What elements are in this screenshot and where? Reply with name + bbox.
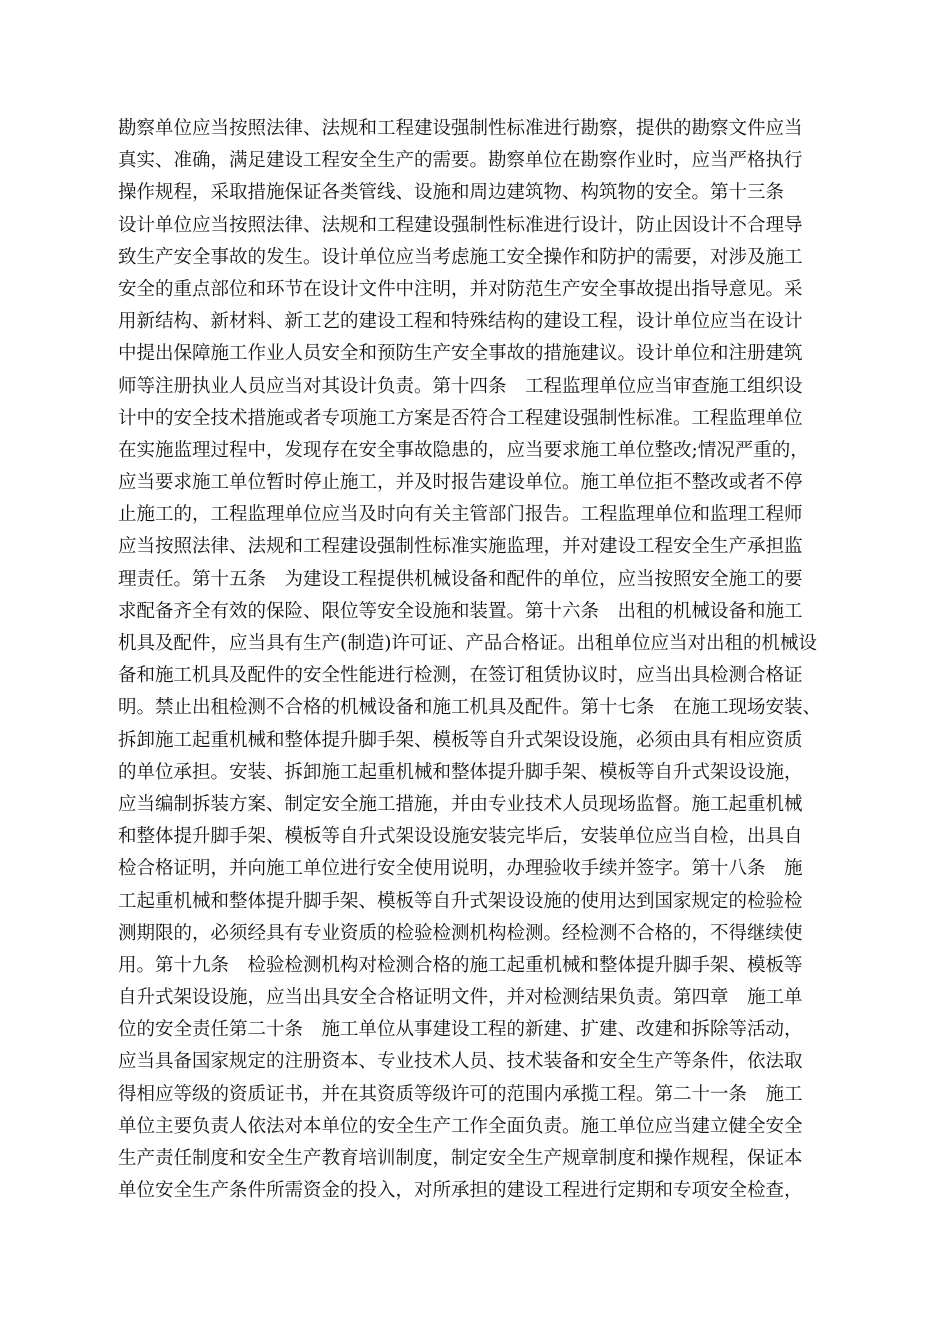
text-line: 和整体提升脚手架、模板等自升式架设设施安装完毕后，安装单位应当自检，出具自: [118, 826, 803, 848]
text-line: 致生产安全事故的发生。设计单位应当考虑施工安全操作和防护的需要，对涉及施工: [118, 246, 803, 268]
text-line: 得相应等级的资质证书，并在其资质等级许可的范围内承揽工程。第二十一条 施工: [118, 1083, 803, 1105]
text-line: 应当具备国家规定的注册资本、专业技术人员、技术装备和安全生产等条件，依法取: [118, 1051, 803, 1073]
text-line: 拆卸施工起重机械和整体提升脚手架、模板等自升式架设设施，必须由具有相应资质: [118, 729, 803, 751]
text-line: 机具及配件，应当具有生产(制造)许可证、产品合格证。出租单位应当对出租的机械设: [118, 633, 817, 654]
text-line: 应当编制拆装方案、制定安全施工措施，并由专业技术人员现场监督。施工起重机械: [118, 793, 803, 815]
text-line: 设计单位应当按照法律、法规和工程建设强制性标准进行设计，防止因设计不合理导: [118, 214, 803, 236]
text-line: 中提出保障施工作业人员安全和预防生产安全事故的措施建议。设计单位和注册建筑: [118, 343, 803, 365]
text-line: 在实施监理过程中，发现存在安全事故隐患的，应当要求施工单位整改;情况严重的，: [118, 439, 809, 461]
text-line: 求配备齐全有效的保险、限位等安全设施和装置。第十六条 出租的机械设备和施工: [118, 600, 803, 622]
text-line: 理责任。第十五条 为建设工程提供机械设备和配件的单位，应当按照安全施工的要: [118, 568, 803, 590]
text-line: 师等注册执业人员应当对其设计负责。第十四条 工程监理单位应当审查施工组织设: [118, 375, 803, 397]
text-line: 工起重机械和整体提升脚手架、模板等自升式架设设施的使用达到国家规定的检验检: [118, 890, 803, 912]
text-line: 位的安全责任第二十条 施工单位从事建设工程的新建、扩建、改建和拆除等活动，: [118, 1019, 803, 1041]
text-line: 的单位承担。安装、拆卸施工起重机械和整体提升脚手架、模板等自升式架设设施，: [118, 761, 803, 783]
text-line: 备和施工机具及配件的安全性能进行检测，在签订租赁协议时，应当出具检测合格证: [118, 665, 803, 687]
text-line: 安全的重点部位和环节在设计文件中注明，并对防范生产安全事故提出指导意见。采: [118, 278, 803, 300]
text-line: 单位主要负责人依法对本单位的安全生产工作全面负责。施工单位应当建立健全安全: [118, 1115, 803, 1137]
text-line: 计中的安全技术措施或者专项施工方案是否符合工程建设强制性标准。工程监理单位: [118, 407, 803, 429]
text-line: 真实、准确，满足建设工程安全生产的需要。勘察单位在勘察作业时，应当严格执行: [118, 150, 803, 172]
text-line: 止施工的，工程监理单位应当及时向有关主管部门报告。工程监理单位和监理工程师: [118, 504, 803, 526]
text-line: 自升式架设设施，应当出具安全合格证明文件，并对检测结果负责。第四章 施工单: [118, 987, 803, 1009]
text-line: 单位安全生产条件所需资金的投入，对所承担的建设工程进行定期和专项安全检查，: [118, 1180, 803, 1202]
text-line: 明。禁止出租检测不合格的机械设备和施工机具及配件。第十七条 在施工现场安装、: [118, 697, 822, 719]
text-line: 勘察单位应当按照法律、法规和工程建设强制性标准进行勘察，提供的勘察文件应当: [118, 118, 803, 139]
text-line: 用。第十九条 检验检测机构对检测合格的施工起重机械和整体提升脚手架、模板等: [118, 954, 803, 976]
text-line: 用新结构、新材料、新工艺的建设工程和特殊结构的建设工程，设计单位应当在设计: [118, 311, 803, 333]
text-line: 生产责任制度和安全生产教育培训制度，制定安全生产规章制度和操作规程，保证本: [118, 1148, 803, 1169]
text-line: 操作规程，采取措施保证各类管线、设施和周边建筑物、构筑物的安全。第十三条: [118, 182, 785, 204]
text-line: 测期限的，必须经具有专业资质的检验检测机构检测。经检测不合格的，不得继续使: [118, 922, 803, 944]
text-line: 应当要求施工单位暂时停止施工，并及时报告建设单位。施工单位拒不整改或者不停: [118, 472, 803, 494]
text-line: 检合格证明，并向施工单位进行安全使用说明，办理验收手续并签字。第十八条 施: [118, 858, 803, 880]
body-text: [118, 113, 838, 1207]
text-line: 应当按照法律、法规和工程建设强制性标准实施监理，并对建设工程安全生产承担监: [118, 536, 803, 558]
